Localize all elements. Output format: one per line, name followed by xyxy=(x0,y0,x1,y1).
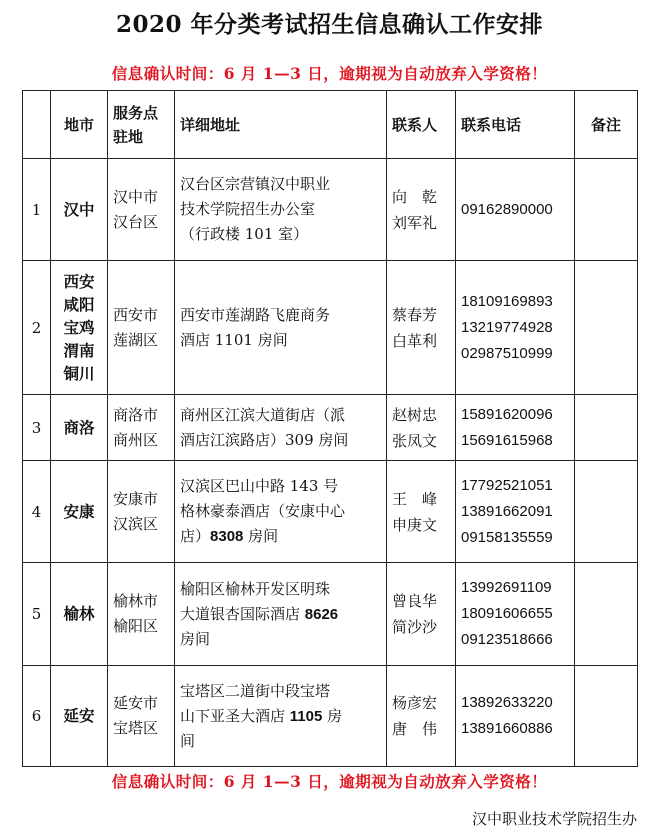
header-city: 地市 xyxy=(51,91,108,159)
header-station-line1: 服务点 xyxy=(113,103,159,122)
phone-number: 09162890000 xyxy=(461,200,553,218)
table-header-row xyxy=(23,91,638,159)
contact-name: 赵树忠 xyxy=(392,405,438,424)
row-remark xyxy=(575,159,638,261)
address-line: 汉滨区巴山中路 143 号 xyxy=(180,477,339,495)
header-num xyxy=(23,91,51,159)
row-phones xyxy=(456,666,575,767)
row-address xyxy=(175,159,387,261)
row-remark xyxy=(575,666,638,767)
address-line xyxy=(180,704,381,729)
phone-number: 18091606655 xyxy=(461,605,553,622)
row-station xyxy=(108,563,175,666)
row-station xyxy=(108,159,175,261)
header-station xyxy=(108,91,175,159)
row-remark xyxy=(575,461,638,563)
address-text: 房 xyxy=(322,706,343,725)
row-phones xyxy=(456,261,575,395)
row-phones xyxy=(456,395,575,461)
station-line: 商州区 xyxy=(113,430,159,449)
row-remark xyxy=(575,563,638,666)
address-line: 榆阳区榆林开发区明珠 xyxy=(180,579,331,598)
row-address xyxy=(175,261,387,395)
row-num: 4 xyxy=(23,461,51,563)
address-line xyxy=(180,602,381,627)
contact-name: 白革利 xyxy=(392,331,438,350)
phone-number: 13892633220 xyxy=(461,694,553,711)
table-row xyxy=(23,261,638,395)
address-line: 西安市莲湖路飞鹿商务 xyxy=(180,305,331,324)
address-text: 房间 xyxy=(243,527,279,545)
contact-name: 张凤文 xyxy=(392,431,438,450)
room-number: 8626 xyxy=(304,605,339,623)
phone-number: 13891662091 xyxy=(461,502,553,520)
city-name: 西安 xyxy=(63,272,95,291)
contact-name: 曾良华 xyxy=(392,592,438,610)
row-phones xyxy=(456,563,575,666)
address-line: 格林豪泰酒店（安康中心 xyxy=(180,502,346,520)
row-phones xyxy=(456,461,575,563)
station-line: 西安市 xyxy=(113,305,159,324)
address-line: 宝塔区二道街中段宝塔 xyxy=(180,681,331,700)
station-line: 延安市 xyxy=(113,694,159,712)
table-row xyxy=(23,395,638,461)
address-line: 商州区江滨大道街店（派 xyxy=(180,405,346,424)
city-name: 铜川 xyxy=(63,364,95,383)
schedule-table xyxy=(22,90,638,767)
row-contacts xyxy=(387,666,456,767)
phone-number: 13891660886 xyxy=(461,720,553,737)
row-address xyxy=(175,563,387,666)
contact-name: 刘军礼 xyxy=(392,213,438,232)
footer-signature: 汉中职业技术学院招生办 xyxy=(471,810,637,828)
contact-name: 简沙沙 xyxy=(392,618,438,636)
header-address: 详细地址 xyxy=(175,91,387,159)
address-line: 酒店 1101 房间 xyxy=(180,330,288,349)
row-phones xyxy=(456,159,575,261)
address-line: 间 xyxy=(180,731,196,750)
row-address xyxy=(175,395,387,461)
address-line xyxy=(180,524,381,549)
station-line: 商洛市 xyxy=(113,405,159,424)
row-contacts xyxy=(387,261,456,395)
station-line: 安康市 xyxy=(113,489,159,508)
phone-number: 13219774928 xyxy=(461,318,553,336)
phone-number: 15691615968 xyxy=(461,431,553,449)
contact-name: 蔡春芳 xyxy=(392,305,438,324)
header-remark: 备注 xyxy=(575,91,638,159)
contact-name: 杨彦宏 xyxy=(392,694,438,712)
city-name: 汉中 xyxy=(63,199,95,219)
phone-number: 09158135559 xyxy=(461,528,553,546)
address-line: 技术学院招生办公室 xyxy=(180,200,316,218)
row-remark xyxy=(575,261,638,395)
station-line: 莲湖区 xyxy=(113,330,159,349)
row-contacts xyxy=(387,159,456,261)
table-row xyxy=(23,159,638,261)
row-num: 3 xyxy=(23,395,51,461)
row-num: 2 xyxy=(23,261,51,395)
contact-name: 申庚文 xyxy=(392,515,438,534)
row-city xyxy=(51,395,108,461)
contact-name: 向 乾 xyxy=(392,187,438,206)
row-station xyxy=(108,395,175,461)
station-line: 汉台区 xyxy=(113,212,159,231)
address-line: 汉台区宗营镇汉中职业 xyxy=(180,175,331,193)
station-line: 榆阳区 xyxy=(113,617,159,635)
row-num: 1 xyxy=(23,159,51,261)
row-station xyxy=(108,666,175,767)
station-line: 汉滨区 xyxy=(113,514,159,533)
room-number: 1105 xyxy=(289,707,323,725)
station-line: 宝塔区 xyxy=(113,719,159,737)
table-row xyxy=(23,461,638,563)
page-title: 2020 年分类考试招生信息确认工作安排 xyxy=(115,11,544,38)
contact-name: 王 峰 xyxy=(392,489,438,508)
row-station xyxy=(108,461,175,563)
row-city xyxy=(51,461,108,563)
phone-number: 15891620096 xyxy=(461,405,553,423)
phone-number: 09123518666 xyxy=(461,631,553,648)
phone-number: 02987510999 xyxy=(461,344,553,362)
row-num: 6 xyxy=(23,666,51,767)
table-row xyxy=(23,666,638,767)
room-number: 8308 xyxy=(210,528,244,545)
row-contacts xyxy=(387,461,456,563)
city-name: 延安 xyxy=(63,706,95,725)
city-name: 安康 xyxy=(63,501,95,521)
header-contact: 联系人 xyxy=(387,91,456,159)
row-address xyxy=(175,461,387,563)
row-city xyxy=(51,261,108,395)
city-name: 榆林 xyxy=(63,604,95,623)
city-name: 渭南 xyxy=(63,341,95,360)
header-station-line2: 驻地 xyxy=(113,127,144,146)
row-station xyxy=(108,261,175,395)
address-text: 山下亚圣大酒店 xyxy=(180,706,290,725)
city-name: 商洛 xyxy=(63,417,95,437)
row-city xyxy=(51,159,108,261)
row-remark xyxy=(575,395,638,461)
address-text: 店） xyxy=(180,527,211,545)
row-city xyxy=(51,563,108,666)
row-address xyxy=(175,666,387,767)
station-line: 汉中市 xyxy=(113,187,159,206)
phone-number: 18109169893 xyxy=(461,292,553,310)
contact-name: 唐 伟 xyxy=(392,720,438,738)
notice-bottom: 信息确认时间：6 月 1—3 日，逾期视为自动放弃入学资格！ xyxy=(111,772,548,791)
row-city xyxy=(51,666,108,767)
address-text: 大道银杏国际酒店 xyxy=(180,604,305,623)
notice-top: 信息确认时间：6 月 1—3 日，逾期视为自动放弃入学资格！ xyxy=(111,64,548,83)
row-contacts xyxy=(387,395,456,461)
address-line: （行政楼 101 室） xyxy=(180,225,309,243)
city-name: 咸阳 xyxy=(63,295,95,314)
address-line: 房间 xyxy=(180,629,211,648)
phone-number: 13992691109 xyxy=(461,579,552,596)
header-phone: 联系电话 xyxy=(456,91,575,159)
phone-number: 17792521051 xyxy=(461,476,553,494)
row-num: 5 xyxy=(23,563,51,666)
address-line: 酒店江滨路店）309 房间 xyxy=(180,430,349,449)
station-line: 榆林市 xyxy=(113,592,159,610)
row-contacts xyxy=(387,563,456,666)
city-name: 宝鸡 xyxy=(63,318,95,337)
table-row xyxy=(23,563,638,666)
